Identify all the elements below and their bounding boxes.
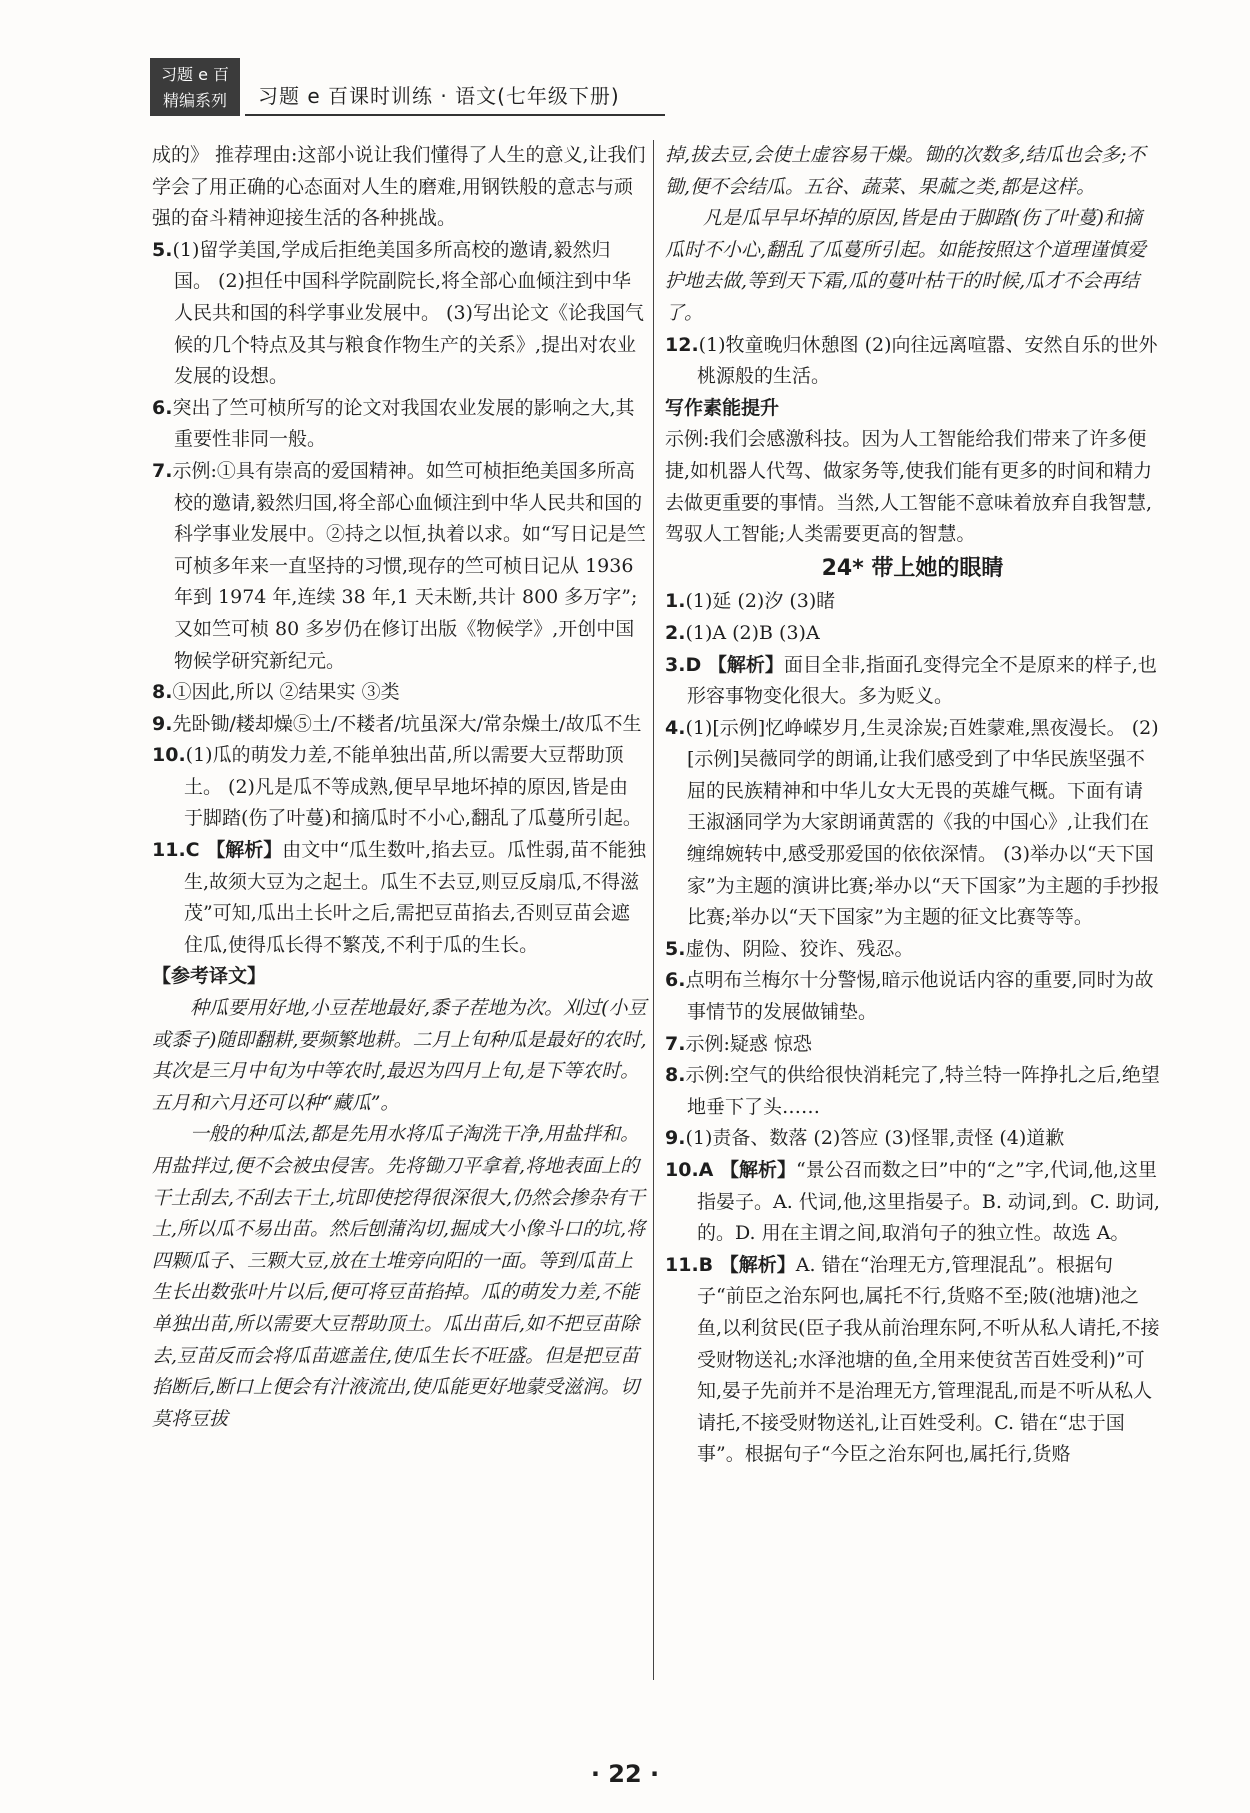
answer-item — [665, 586, 1160, 618]
answer-item — [665, 1060, 1160, 1123]
question-number: 11. — [665, 1253, 699, 1276]
question-number: 9. — [152, 712, 173, 735]
section-heading: 【参考译文】 — [152, 965, 267, 988]
answer-text: 示例:疑惑 惊恐 — [685, 1032, 812, 1055]
answer-text: 面目全非,指面孔变得完全不是原来的样子,也形容事物变化很大。多为贬义。 — [687, 653, 1157, 708]
question-number: 9. — [665, 1127, 686, 1150]
answer-text: “景公召而数之曰”中的“之”字,代词,他,这里指晏子。A. 代词,他,这里指晏子。B. 动词,到。C. 助词,的。D. 用在主谓之间,取消句子的独立性。故选 A。 — [697, 1159, 1160, 1245]
lesson-title: 24* 带上她的眼睛 — [821, 555, 1004, 581]
answer-item — [152, 456, 647, 677]
page-number: · 22 · — [590, 1760, 660, 1788]
answer-choice-tag: B 【解析】 — [698, 1253, 796, 1276]
answer-item — [665, 1155, 1160, 1250]
question-number: 4. — [665, 716, 686, 739]
question-number: 1. — [665, 590, 686, 613]
answer-text: (1)延 (2)汐 (3)睹 — [685, 590, 836, 613]
question-number: 10. — [665, 1159, 699, 1181]
translation-paragraph: 一般的种瓜法,都是先用水将瓜子淘洗干净,用盐拌和。用盐拌过,便不会被虫侵害。先将锄刀平拿着,将地表面上的干土刮去,不刮去干土,坑即使挖得很深很大,仍然会掺杂有干土,所以瓜不易出苗。然后刨蒲沟切,掘成大小像斗口的坑,将四颗瓜子、三颗大豆,放在土堆旁向阳的一面。等到瓜苗上生长出数张叶片以后,便可将豆苗掐掉。瓜的萌发力差,不能单独出苗,所以需要大豆帮助顶土。瓜出苗后,如不把豆苗除去,豆苗反而会将瓜苗遮盖住,使瓜生长不旺盛。但是把豆苗掐断后,断口上便会有汁液流出,使瓜能更好地蒙受滋润。切莫将豆拔 — [152, 1123, 646, 1430]
answer-item — [152, 677, 647, 709]
answer-choice-tag: C 【解析】 — [185, 839, 283, 862]
question-number: 2. — [665, 621, 686, 644]
answer-item — [665, 1123, 1160, 1155]
answer-text: ①因此,所以 ②结果实 ③类 — [172, 681, 400, 704]
question-number: 3. — [665, 653, 686, 676]
right-column — [665, 140, 1160, 1471]
question-number: 12. — [665, 333, 699, 356]
answer-text: 示例:①具有崇高的爱国精神。如竺可桢拒绝美国多所高校的邀请,毅然归国,将全部心血倾注到中华人民共和国的科学事业发展中。②持之以恒,执着以求。如“写日记是竺可桢多年来一直坚持的习惯,现存的竺可桢日记从 1936 年到 1974 年,连续 38 年,1 天未断,共计 800 多万字”;又如竺可桢 80 多岁仍在修订出版《物候学》,开创中国物候学研究新纪元。 — [172, 459, 646, 672]
answer-item — [665, 713, 1160, 934]
answer-text: A. 错在“治理无方,管理混乱”。根据句子“前臣之治东阿也,属托不行,货赂不至;陂(池塘)池之鱼,以利贫民(臣子我从前治理东阿,不听从私人请托,不接受财物送礼;水泽池塘的鱼,全用来使贫苦百姓受利)”可知,晏子先前并不是治理无方,管理混乱,而是不听从私人请托,不接受财物送礼,让百姓受利。C. 错在“忠于国事”。根据句子“今臣之治东阿也,属托行,货赂 — [697, 1253, 1160, 1466]
answer-text: 点明布兰梅尔十分警惕,暗示他说话内容的重要,同时为故事情节的发展做铺垫。 — [685, 969, 1154, 1024]
answer-text: (1)留学美国,学成后拒绝美国多所高校的邀请,毅然归国。 (2)担任中国科学院副院长,将全部心血倾注到中华人民共和国的科学事业发展中。 (3)写出论文《论我国气候的几个特点及其与粮食作物生产的关系》,提出对农业发展的设想。 — [172, 238, 644, 388]
answer-item — [152, 235, 647, 393]
header-rule — [245, 114, 665, 116]
answer-text: (1)责备、数落 (2)答应 (3)怪罪,责怪 (4)道歉 — [685, 1127, 1065, 1150]
answer-text: (1)A (2)B (3)A — [685, 621, 820, 644]
answer-item — [665, 1029, 1160, 1061]
question-number: 5. — [152, 238, 173, 261]
answer-choice-tag: D 【解析】 — [685, 653, 784, 676]
answer-item — [665, 618, 1160, 650]
answer-item — [152, 393, 647, 456]
left-column — [152, 140, 647, 1435]
question-number: 7. — [152, 459, 173, 482]
section-heading: 写作素能提升 — [665, 396, 780, 419]
page-header — [150, 50, 665, 120]
answer-choice-tag: A 【解析】 — [698, 1159, 796, 1181]
question-number: 8. — [152, 681, 173, 704]
answer-item — [665, 965, 1160, 1028]
book-title: 习题 e 百课时训练 · 语文(七年级下册) — [258, 84, 620, 108]
question-number: 8. — [665, 1064, 686, 1087]
answer-item — [152, 709, 647, 741]
answer-item — [665, 650, 1160, 713]
answer-text: (1)[示例]忆峥嵘岁月,生灵涂炭;百姓蒙难,黑夜漫长。 (2)[示例]吴薇同学的朗诵,让我们感受到了中华民族坚强不屈的民族精神和中华儿女大无畏的英雄气概。下面有请王淑涵同学为大家朗诵黄霑的《我的中国心》,让我们在缠绵婉转中,感受那爱国的依依深情。 (3)举办以“天下国家”为主题的演讲比赛;举办以“天下国家”为主题的手抄报比赛;举办以“天下国家”为主题的征文比赛等等。 — [685, 716, 1160, 929]
translation-paragraph: 凡是瓜早早坏掉的原因,皆是由于脚踏(伤了叶蔓)和摘瓜时不小心,翻乱了瓜蔓所引起。如能按照这个道理谨慎爱护地去做,等到天下霜,瓜的蔓叶枯干的时候,瓜才不会再结了。 — [665, 207, 1147, 324]
question-number: 6. — [665, 969, 686, 992]
logo-line-2: 精编系列 — [162, 91, 227, 110]
answer-item — [152, 740, 647, 835]
paragraph: 示例:我们会感激科技。因为人工智能给我们带来了许多便捷,如机器人代驾、做家务等,使我们能有更多的时间和精力去做更重要的事情。当然,人工智能不意味着放弃自我智慧,驾驭人工智能;人类需要更高的智慧。 — [665, 428, 1153, 546]
answer-item — [152, 835, 647, 961]
question-number: 6. — [152, 396, 173, 419]
answer-text: 虚伪、阴险、狡诈、残忍。 — [685, 937, 914, 960]
answer-text: (1)牧童晚归休憩图 (2)向往远离喧嚣、安然自乐的世外桃源般的生活。 — [697, 333, 1158, 388]
answer-text: (1)瓜的萌发力差,不能单独出苗,所以需要大豆帮助顶土。 (2)凡是瓜不等成熟,便早早地坏掉的原因,皆是由于脚踏(伤了叶蔓)和摘瓜时不小心,翻乱了瓜蔓所引起。 — [184, 744, 642, 830]
translation-paragraph: 种瓜要用好地,小豆茬地最好,黍子茬地为次。刈过(小豆或黍子)随即翻耕,要频繁地耕。二月上旬种瓜是最好的农时,其次是三月中旬为中等农时,最迟为四月上旬,是下等农时。五月和六月还可以种“藏瓜”。 — [152, 997, 647, 1114]
question-number: 10. — [152, 744, 186, 767]
answer-item — [665, 330, 1160, 393]
answer-text: 示例:空气的供给很快消耗完了,特兰特一阵挣扎之后,绝望地垂下了头…… — [685, 1064, 1160, 1118]
answer-text: 先卧锄/耧却燥⑤土/不耧者/坑虽深大/常杂燥土/故瓜不生 — [172, 712, 642, 735]
answer-item — [665, 1250, 1160, 1471]
paragraph: 成的》 推荐理由:这部小说让我们懂得了人生的意义,让我们学会了用正确的心态面对人生的磨难,用钢铁般的意志与顽强的奋斗精神迎接生活的各种挑战。 — [152, 144, 646, 230]
series-logo — [150, 58, 240, 116]
logo-line-1: 习题 e 百 — [160, 65, 230, 84]
answer-text: 突出了竺可桢所写的论文对我国农业发展的影响之大,其重要性非同一般。 — [172, 396, 635, 451]
answer-item — [665, 934, 1160, 966]
translation-paragraph: 掉,拔去豆,会使土虚容易干燥。锄的次数多,结瓜也会多;不锄,便不会结瓜。五谷、蔬菜、果蓏之类,都是这样。 — [665, 144, 1146, 198]
column-divider — [653, 140, 654, 1680]
question-number: 7. — [665, 1032, 686, 1055]
question-number: 11. — [152, 839, 186, 862]
question-number: 5. — [665, 937, 686, 960]
answer-text: 由文中“瓜生数叶,掐去豆。瓜性弱,苗不能独生,故须大豆为之起土。瓜生不去豆,则豆反扇瓜,不得滋茂”可知,瓜出土长叶之后,需把豆苗掐去,否则豆苗会遮住瓜,使得瓜长得不繁茂,不利于瓜的生长。 — [184, 839, 647, 956]
